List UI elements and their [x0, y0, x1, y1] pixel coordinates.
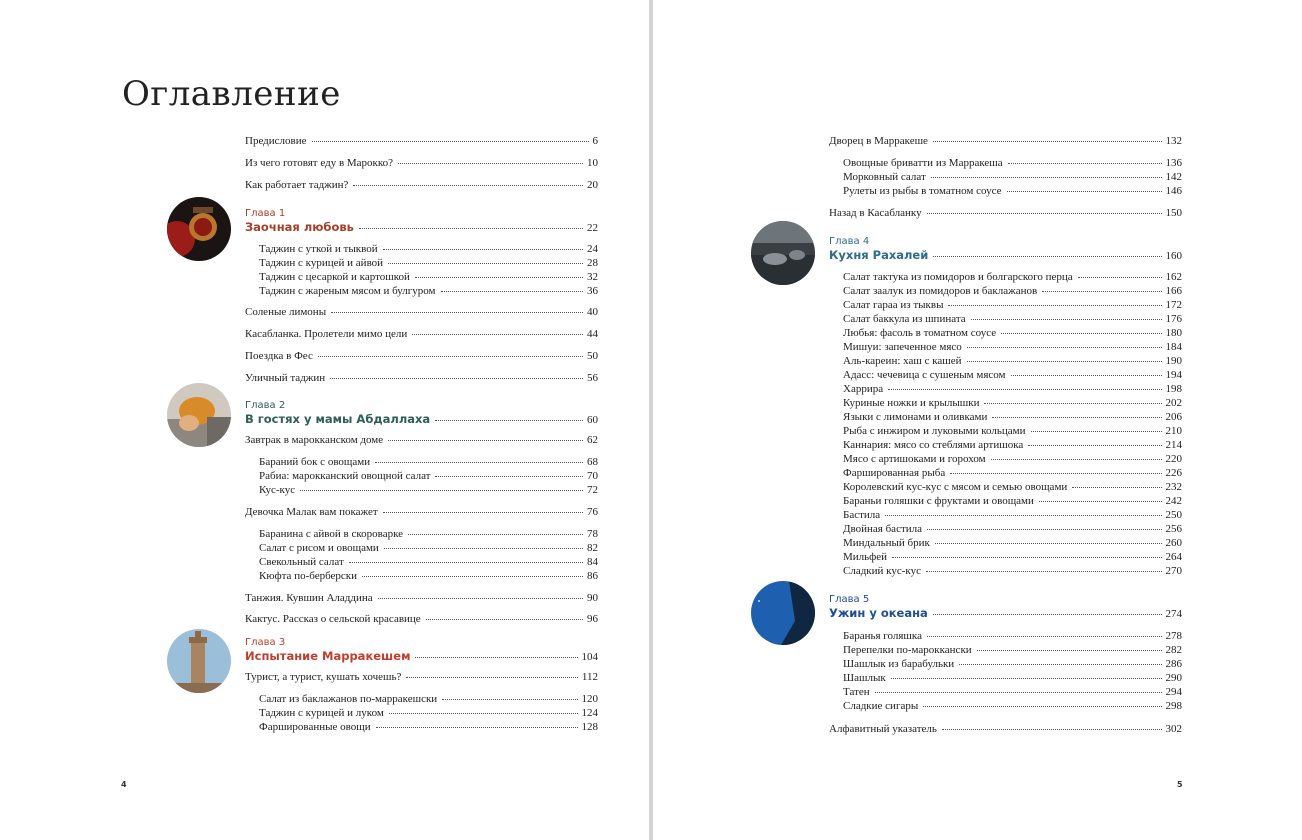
leader-dots — [948, 296, 1161, 306]
toc-entry-label: Языки с лимонами и оливками — [843, 411, 988, 423]
toc-entry[interactable] — [829, 206, 1182, 220]
chapter-2-photo — [167, 383, 231, 447]
toc-entry-page: 32 — [587, 271, 598, 283]
leader-dots — [1042, 282, 1161, 292]
leader-dots — [1039, 492, 1162, 502]
toc-entry-page: 78 — [587, 528, 598, 540]
leader-dots — [1028, 436, 1161, 446]
toc-entry[interactable] — [245, 670, 598, 684]
toc-entry-label: Морковный салат — [843, 171, 926, 183]
toc-entry-label: Баранина с айвой в скороварке — [259, 528, 404, 540]
toc-entry-page: 172 — [1165, 299, 1182, 311]
toc-entry-page: 44 — [587, 328, 598, 340]
leader-dots — [892, 548, 1161, 558]
toc-entry-page: 290 — [1165, 672, 1182, 684]
toc-entry-page: 132 — [1165, 135, 1182, 147]
chapter-5-recipes — [829, 629, 1182, 713]
toc-entry[interactable] — [245, 178, 598, 192]
toc-entry-label: Салат тактука из помидоров и болгарского перца — [843, 271, 1073, 283]
toc-entry[interactable] — [245, 305, 598, 319]
toc-entry-label: Свекольный салат — [259, 556, 344, 568]
toc-entry-page: 160 — [1165, 250, 1182, 262]
chapter-title[interactable] — [829, 248, 1182, 263]
toc-entry[interactable] — [245, 327, 598, 341]
toc-entry-label: Двойная бастила — [843, 523, 923, 535]
leader-dots — [1031, 422, 1162, 432]
toc-entry-label: Танжия. Кувшин Аладдина — [245, 592, 373, 604]
toc-entry-label: Мясо с артишоками и горохом — [843, 453, 986, 465]
chapter-label: Глава 1 — [245, 208, 286, 219]
toc-entry-label: Рыба с инжиром и луковыми кольцами — [843, 425, 1026, 437]
leader-dots — [935, 534, 1162, 544]
chapter-title-label: Заочная любовь — [245, 220, 354, 234]
toc-entry-label: Сладкие сигары — [843, 700, 919, 712]
toc-subentry[interactable] — [829, 699, 1182, 713]
toc-entry-label: Шашлык — [843, 672, 886, 684]
toc-entry-page: 146 — [1165, 185, 1182, 197]
leader-dots — [318, 347, 583, 357]
leader-dots — [991, 450, 1162, 460]
toc-entry-label: Куриные ножки и крылышки — [843, 397, 980, 409]
toc-entry-label: Фаршированная рыба — [843, 467, 946, 479]
toc-entry-page: 136 — [1165, 157, 1182, 169]
toc-entry-page: 278 — [1165, 630, 1182, 642]
leader-dots — [971, 310, 1162, 320]
leader-dots — [933, 247, 1161, 257]
toc-right — [829, 134, 1182, 736]
toc-entry-page: 282 — [1165, 644, 1182, 656]
toc-entry-page: 112 — [581, 671, 598, 683]
toc-entry[interactable] — [245, 134, 598, 148]
leader-dots — [406, 668, 578, 678]
leader-dots — [1001, 324, 1161, 334]
toc-subentry[interactable] — [245, 284, 598, 298]
leader-dots — [426, 610, 583, 620]
leader-dots — [933, 132, 1162, 142]
page-number-left: 4 — [121, 780, 127, 789]
leader-dots — [950, 464, 1161, 474]
leader-dots — [888, 380, 1161, 390]
toc-entry-page: 120 — [581, 693, 598, 705]
toc-entry-page: 20 — [587, 179, 598, 191]
toc-entry-label: Бастила — [843, 509, 881, 521]
toc-entry-page: 294 — [1165, 686, 1182, 698]
toc-entry-label: Салат из баклажанов по-марракешски — [259, 693, 438, 705]
toc-entry[interactable] — [245, 505, 598, 519]
leader-dots — [1008, 154, 1162, 164]
chapter-label: Глава 4 — [829, 236, 870, 247]
toc-entry-label: Баранья голяшка — [843, 630, 922, 642]
toc-entry-page: 70 — [587, 470, 598, 482]
leader-dots — [927, 627, 1162, 637]
toc-entry-page: 176 — [1165, 313, 1182, 325]
toc-subentry[interactable] — [245, 720, 598, 734]
toc-left — [245, 134, 598, 734]
toc-entry-label: Мильфей — [843, 551, 888, 563]
toc-entry[interactable] — [829, 134, 1182, 148]
leader-dots — [933, 605, 1162, 615]
leader-dots — [435, 411, 583, 421]
toc-entry-page: 190 — [1165, 355, 1182, 367]
leader-dots — [408, 525, 583, 535]
toc-entry-label: Каннария: мясо со стеблями артишока — [843, 439, 1024, 451]
toc-entry-label: Как работает таджин? — [245, 179, 349, 191]
leader-dots — [300, 481, 583, 491]
toc-entry-label: Таджин с цесаркой и картошкой — [259, 271, 410, 283]
toc-entry-label: Салат заалук из помидоров и баклажанов — [843, 285, 1038, 297]
leader-dots — [415, 268, 583, 278]
chapter-5-photo — [751, 581, 815, 645]
chapter-title-label: В гостях у мамы Абдаллаха — [245, 412, 431, 426]
leader-dots — [349, 553, 583, 563]
toc-entry[interactable] — [245, 433, 598, 447]
toc-subentry[interactable] — [829, 184, 1182, 198]
toc-entry-label: Фаршированные овощи — [259, 721, 371, 733]
toc-entry-label: Дворец в Марракеше — [829, 135, 928, 147]
toc-entry-label: Уличный таджин — [245, 372, 326, 384]
toc-entry-label: Адасс: чечевица с сушеным мясом — [843, 369, 1006, 381]
toc-entry-page: 206 — [1165, 411, 1182, 423]
toc-entry-page: 150 — [1165, 207, 1182, 219]
toc-entry-page: 104 — [581, 651, 598, 663]
toc-entry-page: 68 — [587, 456, 598, 468]
toc-entry[interactable] — [245, 612, 598, 626]
leader-dots — [977, 641, 1162, 651]
leader-dots — [330, 369, 583, 379]
leader-dots — [1011, 366, 1162, 376]
chapter-title-label: Ужин у океана — [829, 606, 928, 620]
leader-dots — [967, 338, 1162, 348]
toc-entry-page: 72 — [587, 484, 598, 496]
toc-entry-page: 36 — [587, 285, 598, 297]
toc-entry-label: Рулеты из рыбы в томатном соусе — [843, 185, 1002, 197]
leader-dots — [992, 408, 1161, 418]
leader-dots — [927, 204, 1162, 214]
leader-dots — [927, 520, 1161, 530]
leader-dots — [435, 467, 583, 477]
toc-entry-label: Соленые лимоны — [245, 306, 327, 318]
toc-entry-page: 162 — [1165, 271, 1182, 283]
toc-subentry[interactable] — [245, 483, 598, 497]
toc-entry-page: 62 — [587, 434, 598, 446]
toc-entry-label: Кус-кус — [259, 484, 296, 496]
toc-entry-label: Мишуи: запеченное мясо — [843, 341, 962, 353]
toc-entry-page: 226 — [1165, 467, 1182, 479]
toc-entry-page: 180 — [1165, 327, 1182, 339]
toc-entry-page: 124 — [581, 707, 598, 719]
chapter-title-label: Кухня Рахалей — [829, 248, 929, 262]
toc-entry-label: Девочка Малак вам покажет — [245, 506, 378, 518]
chapter-title[interactable] — [245, 649, 598, 664]
leader-dots — [441, 282, 583, 292]
chapter-3-photo — [167, 629, 231, 693]
toc-entry-page: 40 — [587, 306, 598, 318]
toc-entry-label: Касабланка. Пролетели мимо цели — [245, 328, 408, 340]
toc-entry-label: Королевский кус-кус с мясом и семью овощами — [843, 481, 1068, 493]
toc-entry-page: 202 — [1165, 397, 1182, 409]
chapter-label: Глава 5 — [829, 594, 870, 605]
toc-entry-label: Овощные бриватти из Марракеша — [843, 157, 1003, 169]
toc-entry-label: Предисловие — [245, 135, 307, 147]
toc-entry-page: 250 — [1165, 509, 1182, 521]
chapter-label: Глава 2 — [245, 400, 286, 411]
toc-entry-page: 270 — [1165, 565, 1182, 577]
toc-entry-page: 210 — [1165, 425, 1182, 437]
chapter-title-label: Испытание Марракешем — [245, 649, 411, 663]
toc-entry-page: 242 — [1165, 495, 1182, 507]
leader-dots — [362, 567, 583, 577]
toc-entry-page: 86 — [587, 570, 598, 582]
toc-entry-label: Любья: фасоль в томатном соусе — [843, 327, 997, 339]
leader-dots — [967, 352, 1162, 362]
leader-dots — [959, 655, 1161, 665]
toc-entry-label: Турист, а турист, кушать хочешь? — [245, 671, 402, 683]
toc-entry-label: Кактус. Рассказ о сельской красавице — [245, 613, 421, 625]
chapter-1-photo — [167, 197, 231, 261]
toc-subentry[interactable] — [829, 564, 1182, 578]
toc-entry-label: Салат гараа из тыквы — [843, 299, 944, 311]
toc-entry-label: Миндальный брик — [843, 537, 930, 549]
toc-entry-label: Завтрак в марокканском доме — [245, 434, 384, 446]
toc-entry[interactable] — [245, 156, 598, 170]
chapter-4-recipes — [829, 270, 1182, 578]
toc-entry-page: 60 — [587, 414, 598, 426]
toc-entry[interactable] — [245, 591, 598, 605]
toc-entry-page: 184 — [1165, 341, 1182, 353]
toc-entry-page: 264 — [1165, 551, 1182, 563]
toc-entry-label: Рабиа: марокканский овощной салат — [259, 470, 431, 482]
leader-dots — [353, 176, 583, 186]
toc-entry-page: 142 — [1165, 171, 1182, 183]
toc-entry-page: 298 — [1165, 700, 1182, 712]
leader-dots — [891, 669, 1162, 679]
toc-entry-page: 198 — [1165, 383, 1182, 395]
toc-entry-page: 28 — [587, 257, 598, 269]
toc-entry-page: 22 — [587, 222, 598, 234]
toc-entry-page: 6 — [592, 135, 598, 147]
toc-entry-label: Таджин с курицей и луком — [259, 707, 384, 719]
leader-dots — [926, 562, 1162, 572]
toc-entry-page: 24 — [587, 243, 598, 255]
page-title: Оглавление — [122, 74, 341, 114]
leader-dots — [931, 168, 1162, 178]
leader-dots — [984, 394, 1161, 404]
toc-entry[interactable] — [829, 722, 1182, 736]
toc-entry-page: 232 — [1165, 481, 1182, 493]
toc-entry-page: 274 — [1165, 608, 1182, 620]
toc-entry-page: 50 — [587, 350, 598, 362]
leader-dots — [875, 683, 1162, 693]
toc-entry-label: Салат с рисом и овощами — [259, 542, 379, 554]
toc-entry-label: Бараньи голяшки с фруктами и овощами — [843, 495, 1034, 507]
toc-subentry[interactable] — [245, 569, 598, 583]
toc-entry-label: Харрира — [843, 383, 884, 395]
toc-entry-label: Аль-кареин: хаш с кашей — [843, 355, 962, 367]
leader-dots — [383, 503, 583, 513]
leader-dots — [331, 303, 583, 313]
toc-entry-page: 82 — [587, 542, 598, 554]
leader-dots — [312, 132, 589, 142]
chapter-label: Глава 3 — [245, 637, 286, 648]
leader-dots — [923, 697, 1161, 707]
leader-dots — [383, 240, 583, 250]
leader-dots — [389, 704, 578, 714]
toc-entry-page: 260 — [1165, 537, 1182, 549]
toc-entry[interactable] — [245, 371, 598, 385]
toc-entry-label: Таджин с курицей и айвой — [259, 257, 384, 269]
toc-entry-page: 166 — [1165, 285, 1182, 297]
leader-dots — [376, 718, 578, 728]
leader-dots — [942, 720, 1162, 730]
leader-dots — [885, 506, 1161, 516]
toc-entry-label: Шашлык из барабульки — [843, 658, 955, 670]
leader-dots — [1007, 182, 1162, 192]
toc-entry-label: Салат баккула из шпината — [843, 313, 966, 325]
left-page — [0, 0, 649, 840]
toc-entry-label: Таджин с жареным мясом и булгуром — [259, 285, 436, 297]
leader-dots — [388, 254, 583, 264]
chapter-title[interactable] — [245, 220, 598, 235]
leader-dots — [1072, 478, 1161, 488]
leader-dots — [384, 539, 583, 549]
toc-entry-page: 220 — [1165, 453, 1182, 465]
toc-entry-page: 96 — [587, 613, 598, 625]
leader-dots — [398, 154, 583, 164]
toc-entry-label: Назад в Касабланку — [829, 207, 922, 219]
chapter-title[interactable] — [829, 606, 1182, 621]
leader-dots — [412, 325, 583, 335]
toc-entry-page: 214 — [1165, 439, 1182, 451]
page-number-right: 5 — [1177, 780, 1183, 789]
toc-entry-page: 76 — [587, 506, 598, 518]
toc-entry-label: Из чего готовят еду в Марокко? — [245, 157, 394, 169]
toc-entry-page: 10 — [587, 157, 598, 169]
right-page — [653, 0, 1302, 840]
toc-entry-label: Алфавитный указатель — [829, 723, 937, 735]
toc-entry-page: 56 — [587, 372, 598, 384]
toc-entry-label: Перепелки по-мароккански — [843, 644, 972, 656]
toc-entry-label: Поездка в Фес — [245, 350, 313, 362]
chapter-title[interactable] — [245, 412, 598, 427]
toc-entry-page: 84 — [587, 556, 598, 568]
toc-entry-label: Бараний бок с овощами — [259, 456, 371, 468]
chapter-4-photo — [751, 221, 815, 285]
toc-entry-label: Татен — [843, 686, 870, 698]
toc-entry[interactable] — [245, 349, 598, 363]
leader-dots — [442, 690, 577, 700]
leader-dots — [375, 453, 583, 463]
toc-entry-label: Таджин с уткой и тыквой — [259, 243, 378, 255]
leader-dots — [1078, 268, 1162, 278]
toc-entry-page: 194 — [1165, 369, 1182, 381]
toc-entry-label: Сладкий кус-кус — [843, 565, 921, 577]
toc-entry-page: 256 — [1165, 523, 1182, 535]
leader-dots — [415, 648, 577, 658]
toc-entry-page: 302 — [1165, 723, 1182, 735]
leader-dots — [378, 589, 583, 599]
toc-entry-page: 286 — [1165, 658, 1182, 670]
toc-entry-page: 90 — [587, 592, 598, 604]
toc-entry-label: Кюфта по-берберски — [259, 570, 358, 582]
toc-entry-page: 128 — [581, 721, 598, 733]
leader-dots — [359, 219, 583, 229]
leader-dots — [388, 431, 583, 441]
